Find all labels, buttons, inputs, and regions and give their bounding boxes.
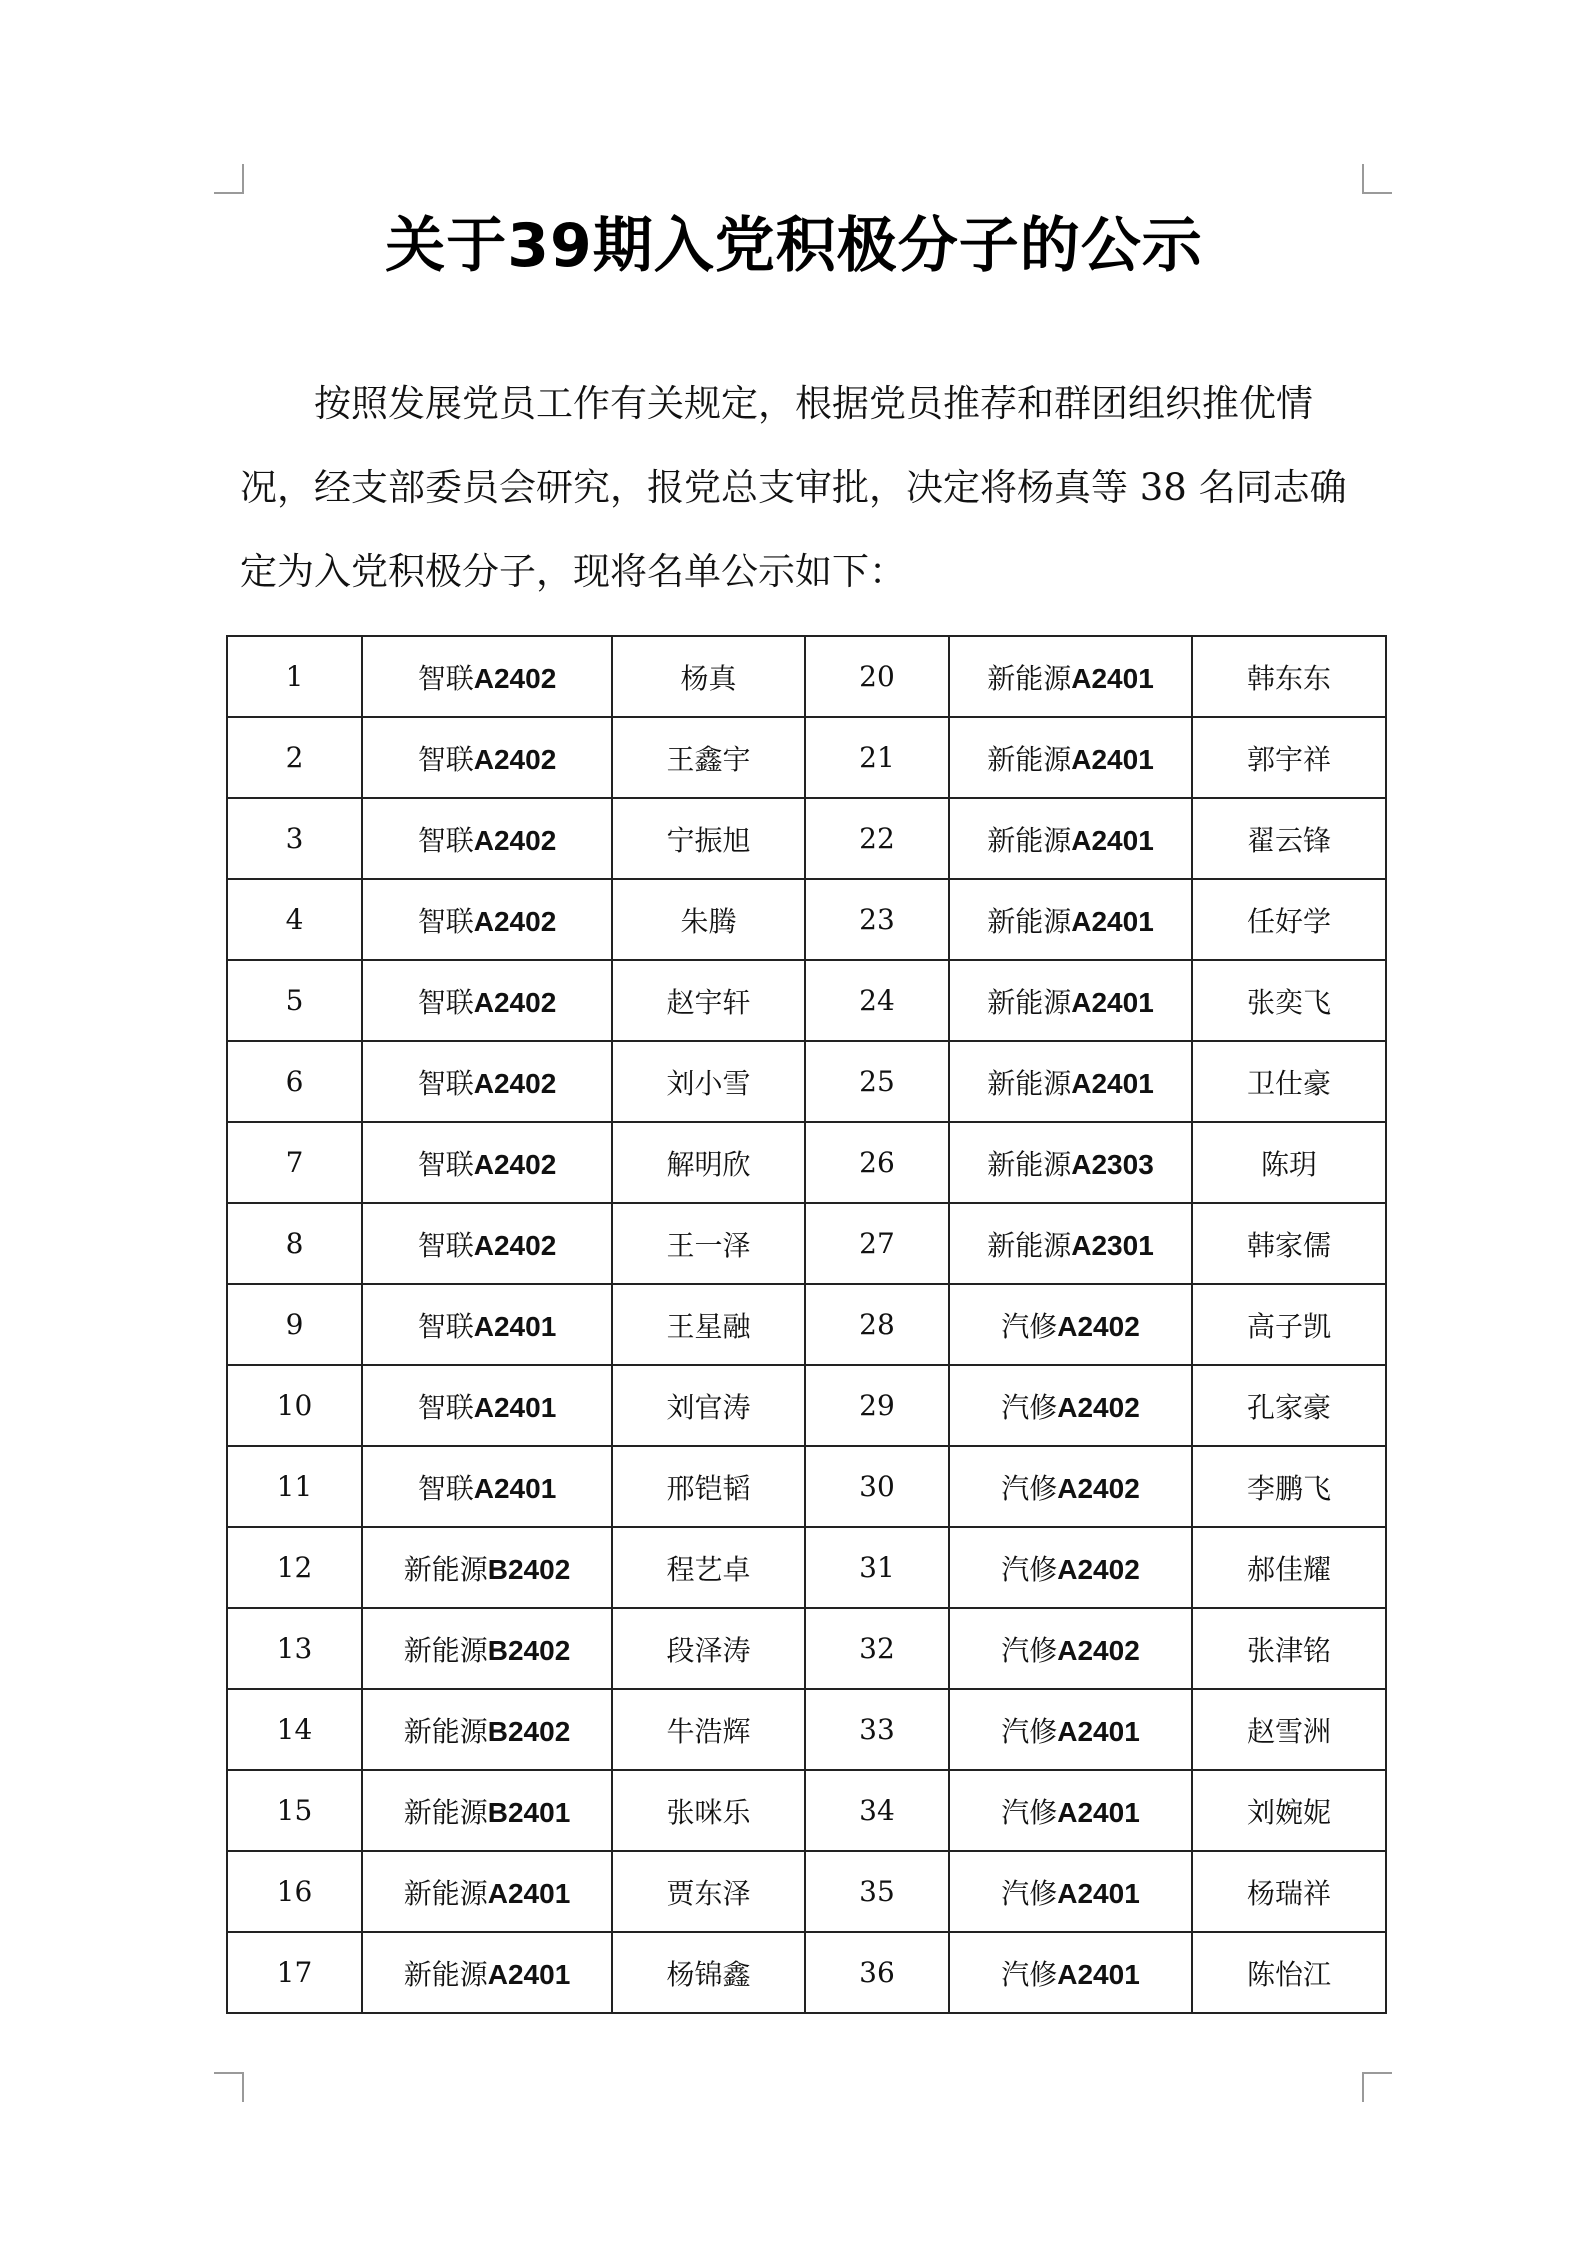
row-number-cell: 11 <box>227 1446 362 1527</box>
row-number-cell: 33 <box>805 1689 949 1770</box>
class-code: A2402 <box>1057 1391 1140 1423</box>
name-cell: 李鹏飞 <box>1192 1446 1386 1527</box>
class-code: A2401 <box>1071 662 1154 694</box>
class-code: B2402 <box>487 1634 571 1666</box>
class-code: A2401 <box>1071 1067 1154 1099</box>
class-cell: 新能源B2402 <box>362 1527 612 1608</box>
name-cell: 郝佳耀 <box>1192 1527 1386 1608</box>
class-cell: 新能源B2401 <box>362 1770 612 1851</box>
row-number-cell: 6 <box>227 1041 362 1122</box>
class-cell: 新能源A2401 <box>362 1851 612 1932</box>
row-number-cell: 9 <box>227 1284 362 1365</box>
class-cell: 新能源A2401 <box>949 960 1192 1041</box>
class-code: A2301 <box>1071 1229 1154 1261</box>
class-cell: 智联A2402 <box>362 798 612 879</box>
class-code: B2401 <box>487 1796 571 1828</box>
name-cell: 陈玥 <box>1192 1122 1386 1203</box>
row-number-cell: 23 <box>805 879 949 960</box>
row-number-cell: 25 <box>805 1041 949 1122</box>
name-cell: 王星融 <box>612 1284 805 1365</box>
intro-line: 定为入党积极分子，现将名单公示如下： <box>240 550 906 593</box>
class-cell: 新能源B2402 <box>362 1608 612 1689</box>
class-code: B2402 <box>487 1715 571 1747</box>
row-number-cell: 5 <box>227 960 362 1041</box>
intro-line: 况，经支部委员会研究，报党总支审批，决定将杨真等 38 名同志确 <box>240 466 1347 509</box>
table-row <box>227 636 1386 717</box>
row-number-cell: 27 <box>805 1203 949 1284</box>
class-code: A2402 <box>473 1067 557 1099</box>
class-cell: 智联A2401 <box>362 1284 612 1365</box>
class-code: A2401 <box>1057 1877 1140 1909</box>
name-cell: 张奕飞 <box>1192 960 1386 1041</box>
intro-paragraph <box>240 362 1358 614</box>
intro-line: 按照发展党员工作有关规定，根据党员推荐和群团组织推优情 <box>314 382 1313 425</box>
page-title: 关于39期入党积极分子的公示 <box>385 211 1203 281</box>
class-cell: 新能源A2303 <box>949 1122 1192 1203</box>
class-cell: 新能源A2401 <box>949 717 1192 798</box>
class-cell: 汽修A2401 <box>949 1851 1192 1932</box>
class-code: A2402 <box>473 662 557 694</box>
name-cell: 杨真 <box>612 636 805 717</box>
class-code: A2402 <box>473 986 557 1018</box>
name-cell: 陈怡江 <box>1192 1932 1386 2013</box>
row-number-cell: 4 <box>227 879 362 960</box>
class-cell: 智联A2402 <box>362 717 612 798</box>
table-row <box>227 1851 1386 1932</box>
class-cell: 汽修A2402 <box>949 1284 1192 1365</box>
row-number-cell: 29 <box>805 1365 949 1446</box>
row-number-cell: 30 <box>805 1446 949 1527</box>
class-code: B2402 <box>487 1553 571 1585</box>
class-cell: 汽修A2402 <box>949 1527 1192 1608</box>
class-code: A2401 <box>473 1391 557 1423</box>
name-cell: 任好学 <box>1192 879 1386 960</box>
crop-mark-bottom-right <box>1362 2072 1392 2102</box>
row-number-cell: 17 <box>227 1932 362 2013</box>
row-number-cell: 14 <box>227 1689 362 1770</box>
class-cell: 汽修A2401 <box>949 1689 1192 1770</box>
name-cell: 解明欣 <box>612 1122 805 1203</box>
class-cell: 智联A2402 <box>362 636 612 717</box>
crop-mark-top-left <box>214 164 244 194</box>
table-row <box>227 1932 1386 2013</box>
class-cell: 汽修A2402 <box>949 1608 1192 1689</box>
row-number-cell: 20 <box>805 636 949 717</box>
name-cell: 卫仕豪 <box>1192 1041 1386 1122</box>
class-cell: 新能源A2401 <box>949 879 1192 960</box>
class-cell: 智联A2402 <box>362 1122 612 1203</box>
row-number-cell: 16 <box>227 1851 362 1932</box>
table-row <box>227 960 1386 1041</box>
class-cell: 新能源A2401 <box>949 798 1192 879</box>
table-row <box>227 1527 1386 1608</box>
row-number-cell: 34 <box>805 1770 949 1851</box>
class-cell: 智联A2401 <box>362 1365 612 1446</box>
class-code: A2402 <box>1057 1553 1140 1585</box>
name-cell: 刘婉妮 <box>1192 1770 1386 1851</box>
class-code: A2401 <box>1057 1715 1140 1747</box>
name-cell: 翟云锋 <box>1192 798 1386 879</box>
class-code: A2303 <box>1071 1148 1154 1180</box>
class-cell: 汽修A2402 <box>949 1446 1192 1527</box>
class-cell: 新能源A2401 <box>949 636 1192 717</box>
name-cell: 段泽涛 <box>612 1608 805 1689</box>
table-row <box>227 1284 1386 1365</box>
table-row <box>227 1446 1386 1527</box>
class-code: A2401 <box>1057 1796 1140 1828</box>
name-cell: 朱腾 <box>612 879 805 960</box>
name-cell: 张咪乐 <box>612 1770 805 1851</box>
table-row <box>227 717 1386 798</box>
row-number-cell: 26 <box>805 1122 949 1203</box>
name-cell: 韩家儒 <box>1192 1203 1386 1284</box>
class-code: A2402 <box>1057 1472 1140 1504</box>
name-cell: 程艺卓 <box>612 1527 805 1608</box>
name-cell: 韩东东 <box>1192 636 1386 717</box>
table-row <box>227 1608 1386 1689</box>
name-cell: 邢铠韬 <box>612 1446 805 1527</box>
name-cell: 杨锦鑫 <box>612 1932 805 2013</box>
name-cell: 赵宇轩 <box>612 960 805 1041</box>
class-cell: 智联A2401 <box>362 1446 612 1527</box>
row-number-cell: 7 <box>227 1122 362 1203</box>
name-cell: 宁振旭 <box>612 798 805 879</box>
row-number-cell: 3 <box>227 798 362 879</box>
name-cell: 杨瑞祥 <box>1192 1851 1386 1932</box>
table-row <box>227 1770 1386 1851</box>
table-row <box>227 1122 1386 1203</box>
class-code: A2401 <box>1071 824 1154 856</box>
row-number-cell: 12 <box>227 1527 362 1608</box>
crop-mark-bottom-left <box>214 2072 244 2102</box>
table-row <box>227 1203 1386 1284</box>
class-cell: 汽修A2401 <box>949 1770 1192 1851</box>
class-cell: 智联A2402 <box>362 1041 612 1122</box>
name-cell: 张津铭 <box>1192 1608 1386 1689</box>
name-cell: 刘小雪 <box>612 1041 805 1122</box>
row-number-cell: 21 <box>805 717 949 798</box>
class-code: A2401 <box>473 1310 557 1342</box>
class-code: A2401 <box>1071 986 1154 1018</box>
class-code: A2402 <box>473 1229 557 1261</box>
row-number-cell: 2 <box>227 717 362 798</box>
name-cell: 孔家豪 <box>1192 1365 1386 1446</box>
class-code: A2402 <box>473 905 557 937</box>
table-row <box>227 798 1386 879</box>
class-code: A2402 <box>473 824 557 856</box>
class-cell: 智联A2402 <box>362 879 612 960</box>
class-cell: 新能源A2401 <box>362 1932 612 2013</box>
class-code: A2401 <box>1071 905 1154 937</box>
class-code: A2401 <box>1057 1958 1140 1990</box>
class-code: A2401 <box>487 1877 571 1909</box>
row-number-cell: 35 <box>805 1851 949 1932</box>
class-cell: 智联A2402 <box>362 960 612 1041</box>
roster-table-body <box>227 636 1386 2013</box>
crop-mark-top-right <box>1362 164 1392 194</box>
row-number-cell: 8 <box>227 1203 362 1284</box>
row-number-cell: 31 <box>805 1527 949 1608</box>
row-number-cell: 36 <box>805 1932 949 2013</box>
class-code: A2401 <box>1071 743 1154 775</box>
class-code: A2402 <box>1057 1634 1140 1666</box>
row-number-cell: 1 <box>227 636 362 717</box>
row-number-cell: 15 <box>227 1770 362 1851</box>
name-cell: 赵雪洲 <box>1192 1689 1386 1770</box>
table-row <box>227 879 1386 960</box>
class-cell: 新能源A2301 <box>949 1203 1192 1284</box>
class-cell: 智联A2402 <box>362 1203 612 1284</box>
class-cell: 新能源A2401 <box>949 1041 1192 1122</box>
class-cell: 新能源B2402 <box>362 1689 612 1770</box>
row-number-cell: 24 <box>805 960 949 1041</box>
name-cell: 郭宇祥 <box>1192 717 1386 798</box>
row-number-cell: 32 <box>805 1608 949 1689</box>
row-number-cell: 13 <box>227 1608 362 1689</box>
class-code: A2402 <box>1057 1310 1140 1342</box>
name-cell: 王一泽 <box>612 1203 805 1284</box>
table-row <box>227 1041 1386 1122</box>
row-number-cell: 10 <box>227 1365 362 1446</box>
name-cell: 刘官涛 <box>612 1365 805 1446</box>
roster-table <box>226 635 1387 2014</box>
name-cell: 高子凯 <box>1192 1284 1386 1365</box>
name-cell: 王鑫宇 <box>612 717 805 798</box>
table-row <box>227 1689 1386 1770</box>
row-number-cell: 28 <box>805 1284 949 1365</box>
class-cell: 汽修A2402 <box>949 1365 1192 1446</box>
class-code: A2402 <box>473 743 557 775</box>
name-cell: 牛浩辉 <box>612 1689 805 1770</box>
row-number-cell: 22 <box>805 798 949 879</box>
class-code: A2401 <box>487 1958 571 1990</box>
table-row <box>227 1365 1386 1446</box>
name-cell: 贾东泽 <box>612 1851 805 1932</box>
class-code: A2402 <box>473 1148 557 1180</box>
class-code: A2401 <box>473 1472 557 1504</box>
class-cell: 汽修A2401 <box>949 1932 1192 2013</box>
